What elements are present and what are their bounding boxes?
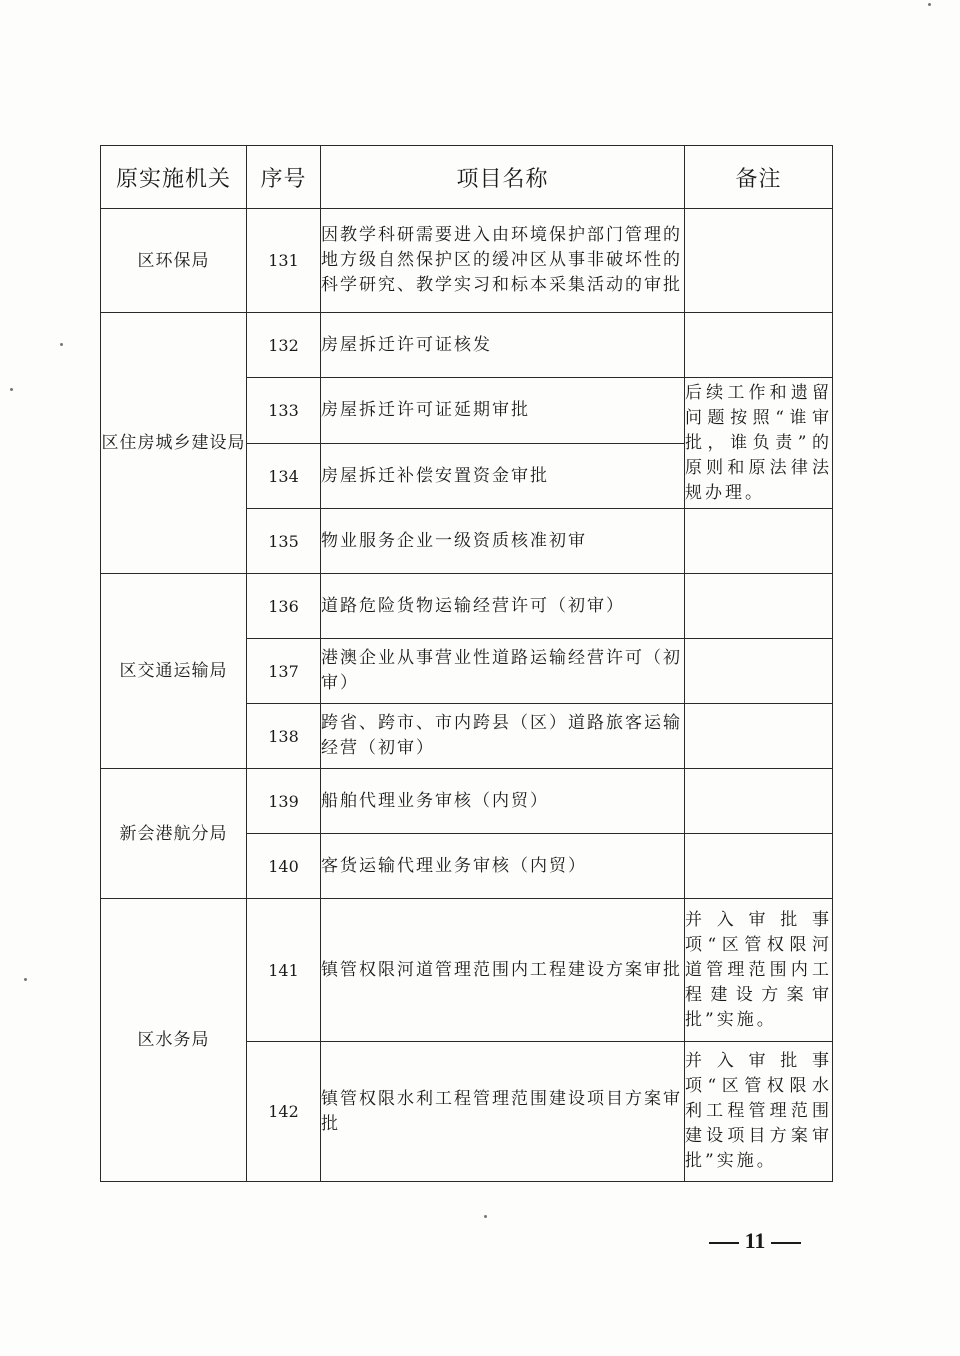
org-cell: 区交通运输局	[101, 574, 247, 769]
org-cell: 区住房城乡建设局	[101, 313, 247, 574]
table-row	[101, 209, 833, 313]
scan-speck	[928, 3, 931, 6]
seq-cell: 139	[247, 769, 321, 834]
note-cell: 并入审批事项“区管权限水利工程管理范围建设项目方案审批”实施。	[685, 1042, 833, 1182]
note-cell	[685, 313, 833, 378]
name-cell: 房屋拆迁许可证延期审批	[321, 378, 685, 444]
name-cell: 船舶代理业务审核（内贸）	[321, 769, 685, 834]
scan-speck	[60, 343, 63, 346]
table-header-row	[101, 146, 833, 209]
seq-cell: 141	[247, 899, 321, 1042]
table-row	[101, 313, 833, 378]
name-cell: 港澳企业从事营业性道路运输经营许可（初审）	[321, 639, 685, 704]
dash-left	[709, 1242, 739, 1244]
name-cell: 物业服务企业一级资质核准初审	[321, 509, 685, 574]
header-seq: 序号	[247, 146, 321, 209]
seq-cell: 137	[247, 639, 321, 704]
note-cell	[685, 834, 833, 899]
table-row	[101, 574, 833, 639]
name-cell: 因教学科研需要进入由环境保护部门管理的地方级自然保护区的缓冲区从事非破坏性的科学研究、教学实习和标本采集活动的审批	[321, 209, 685, 313]
name-cell: 道路危险货物运输经营许可（初审）	[321, 574, 685, 639]
name-cell: 房屋拆迁补偿安置资金审批	[321, 444, 685, 509]
org-cell: 区水务局	[101, 899, 247, 1182]
table-row	[101, 769, 833, 834]
note-cell	[685, 209, 833, 313]
header-name: 项目名称	[321, 146, 685, 209]
note-cell: 后续工作和遗留问题按照“谁审批，谁负责”的原则和原法律法规办理。	[685, 378, 833, 509]
table-row	[101, 899, 833, 1042]
note-cell	[685, 574, 833, 639]
page-number-value: 11	[744, 1228, 766, 1253]
approval-items-table	[100, 145, 833, 1182]
name-cell: 镇管权限河道管理范围内工程建设方案审批	[321, 899, 685, 1042]
seq-cell: 135	[247, 509, 321, 574]
note-cell: 并入审批事项“区管权限河道管理范围内工程建设方案审批”实施。	[685, 899, 833, 1042]
header-note: 备注	[685, 146, 833, 209]
note-cell	[685, 704, 833, 769]
org-cell: 新会港航分局	[101, 769, 247, 899]
seq-cell: 134	[247, 444, 321, 509]
seq-cell: 136	[247, 574, 321, 639]
note-cell	[685, 509, 833, 574]
org-cell: 区环保局	[101, 209, 247, 313]
seq-cell: 140	[247, 834, 321, 899]
seq-cell: 131	[247, 209, 321, 313]
scan-speck	[24, 978, 27, 981]
header-org: 原实施机关	[101, 146, 247, 209]
seq-cell: 138	[247, 704, 321, 769]
name-cell: 客货运输代理业务审核（内贸）	[321, 834, 685, 899]
name-cell: 房屋拆迁许可证核发	[321, 313, 685, 378]
name-cell: 跨省、跨市、市内跨县（区）道路旅客运输经营（初审）	[321, 704, 685, 769]
note-cell	[685, 769, 833, 834]
seq-cell: 142	[247, 1042, 321, 1182]
seq-cell: 132	[247, 313, 321, 378]
dash-right	[771, 1242, 801, 1244]
name-cell: 镇管权限水利工程管理范围建设项目方案审批	[321, 1042, 685, 1182]
page-number	[700, 1228, 810, 1254]
seq-cell: 133	[247, 378, 321, 444]
scan-speck	[484, 1215, 487, 1218]
scan-speck	[10, 388, 13, 391]
note-cell	[685, 639, 833, 704]
